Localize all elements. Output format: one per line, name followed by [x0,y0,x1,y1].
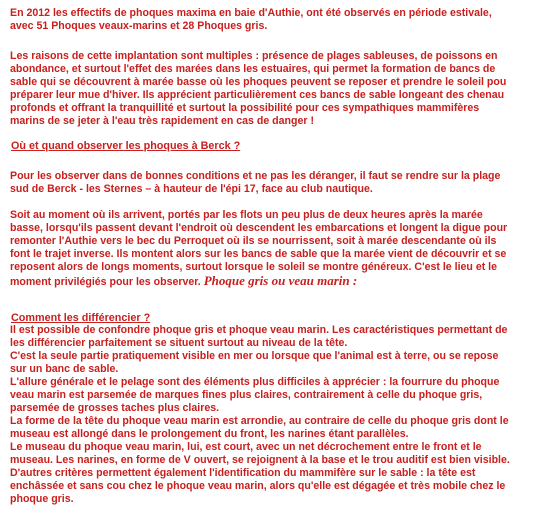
text-line: sable qui se découvrent à marée basse où les phoques peuvent se reposer et prendre le soleil pou [10,76,507,88]
paragraph-observation-timing [10,209,550,289]
text-line: Le museau du phoque veau marin, lui, est court, avec un net décrochement entre le front et le [10,441,482,453]
text-line: parsemée de grosses taches plus claires. [10,402,220,414]
text-line: sud de Berck - les Sternes – à hauteur de l'épi 17, face au club nautique. [10,183,373,195]
text-line: les différencier parfaitement se situent surtout au niveau de la tête. [10,337,348,349]
caption-grey-or-harbour-seal: Phoque gris ou veau marin : [203,273,358,288]
text-line: C'est la seule partie pratiquement visible en mer ou lorsque que l'animal est à terre, ou se repose [10,350,499,362]
paragraph-observation-location [10,170,550,196]
paragraph-differentiation [10,324,550,506]
text-fragment: moment privilégiés pour les observer. [10,276,204,288]
text-line: reposent alors de longs moments, surtout lorsque le soleil se montre généreux. C'est le lieu et le [10,261,498,273]
text-line: préparer leur mue d'hiver. Ils apprécient particulièrement ces bancs de sable longeant des chenau [10,89,505,101]
text-line: La forme de la tête du phoque veau marin est arrondie, au contraire de celle du phoque gris dont le [10,415,509,427]
text-line-with-caption [10,274,550,289]
text-line: veau marin est parsemée de marques fines plus claires, contrairement à celle du phoque gris, [10,389,483,401]
heading-how-to-differentiate: Comment les différencier ? [11,312,151,324]
text-line: Soit au moment où ils arrivent, portés par les flots un peu plus de deux heures après la marée [10,209,483,221]
text-line: enchâssée et sans cou chez le phoque veau marin, alors qu'elle est dégagée et très mobile chez le [10,480,506,492]
text-line: L'allure générale et le pelage sont des éléments plus difficiles à apprécier : la fourrure du phoque [10,376,500,388]
paragraph-implantation-reasons [10,50,550,128]
text-line: remonter l'Authie vers le bec du Perroquet où ils se nourrissent, soit à marée descendante où ils [10,235,497,247]
paragraph-population-2012 [10,7,550,33]
text-line: En 2012 les effectifs de phoques maxima en baie d'Authie, ont été observés en période estivale, [10,7,492,19]
text-line: D'autres critères permettent également l'identification du mammifère sur le sable : la tête est [10,467,476,479]
text-line: profonds et offrant la tranquillité et surtout la possibilité pour ces sympathiques mammifères [10,102,480,114]
text-line: font le trajet inverse. Ils montent alors sur les bancs de sable que la marée vient de découvrir et se [10,248,507,260]
heading-where-when: Où et quand observer les phoques à Berck ? [11,140,241,152]
text-line: Pour les observer dans de bonnes conditions et ne pas les déranger, il faut se rendre sur la plage [10,170,501,182]
text-line: museau est allongé dans le prolongement du front, les narines étant parallèles. [10,428,409,440]
text-line: museau. Les narines, en forme de V ouvert, se rejoignent à la base et le trou auditif est bien visible. [10,454,510,466]
text-line: Il est possible de confondre phoque gris et phoque veau marin. Les caractéristiques permettant de [10,324,508,336]
text-line: phoque gris. [10,493,74,505]
text-line: abondance, et surtout l'effet des marées dans les estuaires, qui permet la formation de bancs de [10,63,496,75]
text-line: sur un banc de sable. [10,363,119,375]
text-line: basse, lorsqu'ils passent devant l'endroit où descendent les embarcations et longent la digue pour [10,222,508,234]
text-line: avec 51 Phoques veaux-marins et 28 Phoques gris. [10,20,268,32]
text-line: Les raisons de cette implantation sont multiples : présence de plages sableuses, de poissons en [10,50,498,62]
text-line: marins de se jeter à l'eau très rapidement en cas de danger ! [10,115,314,127]
